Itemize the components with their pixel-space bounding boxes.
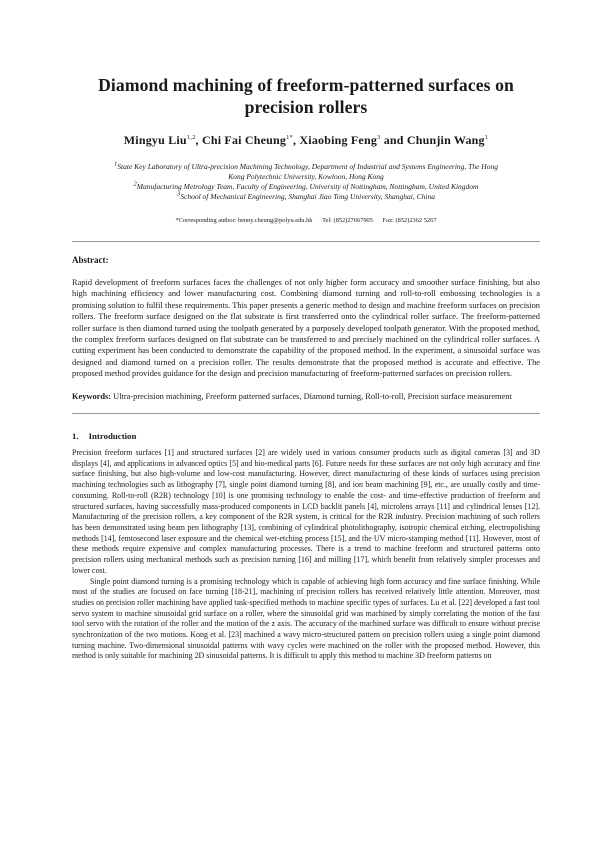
keywords-line (72, 391, 540, 402)
author-name: Chunjin Wang (406, 133, 485, 147)
affiliation-text: Kong Polytechnic University, Kowloon, Hong Kong (228, 172, 384, 181)
affiliation-marker: 2 (133, 180, 137, 188)
affiliation-text: Manufacturing Metrology Team, Faculty of Engineering, University of Nottingham, Nottingham, United Kingdom (136, 182, 479, 191)
abstract-heading: Abstract: (72, 255, 109, 265)
affiliation-list (72, 162, 540, 202)
intro-paragraph-1: Precision freeform surfaces [1] and structured surfaces [2] are widely used in various consumer products such as digital cameras [3] and 3D displays [4], and applications in advanced optics [5] and bio-medical parts [6]. Future needs for these surfaces are not only high accuracy and fine surface finishing, but also high-volume and low-cost manufacturing. However, direct manufacturing of these kinds of surfaces using precision machining technologies such as lithography [7], single point diamond turning [8], and ion beam machining [9], etc., are usually costly and time-consuming. Roll-to-roll (R2R) technology [10] is one promising technology to enable the cost- and time-effective production of freeform and structured surfaces, having successfully mass-produced components in LCD backlit panels [4], microlens arrays [11] and cylindrical lenses [12]. Manufacturing of the precision rollers, a key component of the R2R system, is critical for the R2R industry. Precision machining of such rollers has been demonstrated using beam pen lithography [13], combining of cylindrical photolithography, isotropic chemical etching, electropolishing methods [14], femtosecond laser exposure and the chemical wet-etching process [15], and the UV micro-stamping method [11]. However, most of these methods require expensive and complex manufacturing processes. There is a trend to machine freeform and structured patterns onto precision rollers using mechanical methods such as precision turning [16] and milling [17], which benefit from relatively simpler processes and lower cost. (72, 448, 540, 575)
author-list: Mingyu Liu$^{1,2}$, Chi Fai Cheung$^{1*}$, Xiaobing Feng$^3$ and Chunjin Wang$^1$ (123, 133, 489, 147)
section-title: Introduction (88, 431, 137, 442)
paper-title (72, 74, 540, 118)
contact-fax: Fax: (852)2362 5267 (382, 217, 437, 224)
keywords-label: Keywords: (72, 391, 112, 401)
abstract-divider (72, 413, 540, 414)
author-affiliation-marker: 1* (286, 134, 294, 141)
author-affiliation-marker: 1 (484, 134, 489, 141)
paper-title-line-1: Diamond machining of freeform-patterned surfaces on (98, 75, 514, 95)
author-affiliation-marker: 3 (377, 134, 381, 141)
intro-paragraph-2: Single point diamond turning is a promising technology which is capable of achieving high form accuracy and fine surface finishing. While most of the studies are focused on face turning [18-21], machining of precision rollers has received relatively little attention. Moreover, most studies on precision roller machining have applied task-specified methods to machine specific types of surfaces. Lu et al. [22] developed a fast tool servo system to machine sinusoidal grid surface on a roller, where the sinusoidal grid was machined by simply correlating the motion of the fast tool servo with the rotation of the roller and the motion of the z axis. The accuracy of the machined surface was difficult to ensure without precise synchronization of the two motions. Kong et al. [23] machined a wavy micro-structured pattern on precision rollers using a single point diamond turning machine. Two-dimensional sinusoidal patterns with wavy cycles were machined on the roller with the proposed method. However, this method is only suitable for machining 2D sinusoidal patterns. It is difficult to apply this method to machine 3D freeform patterns on (72, 576, 540, 661)
affiliation-text: School of Mechanical Engineering, Shanghai Jiao Tong University, Shanghai, China (180, 192, 435, 201)
introduction-heading (72, 430, 540, 442)
keywords-text: Ultra-precision machining, Freeform patterned surfaces, Diamond turning, Roll-to-roll, Precision surface measurement (113, 391, 512, 401)
paper-title-line-2: precision rollers (244, 97, 368, 117)
affiliation-2 (72, 182, 540, 192)
author-name: Mingyu Liu (123, 133, 187, 147)
corresponding-author-email: *Corresponding author: benny.cheung@polyu.edu.hk (175, 217, 313, 224)
affiliation-3 (72, 192, 540, 202)
paper-page (0, 74, 612, 866)
affiliation-marker: 3 (177, 190, 181, 198)
author-name: Xiaobing Feng (299, 133, 378, 147)
author-name: Chi Fai Cheung (201, 133, 287, 147)
section-number: 1. (72, 431, 79, 442)
affiliation-text: State Key Laboratory of Ultra-precision Machining Technology, Department of Industrial and Systems Engineering, The Hong (117, 162, 498, 171)
header-divider (72, 241, 540, 242)
affiliation-marker: 1 (114, 160, 118, 168)
contact-line (72, 216, 540, 225)
contact-telephone: Tel: (852)27667905 (322, 217, 373, 224)
affiliation-1 (72, 162, 540, 182)
abstract-text: Rapid development of freeform surfaces faces the challenges of not only higher form accuracy and smoother surface finishing, but also high machining efficiency and lower manufacturing cost. Combining diamond turning and roll-to-roll embossing technologies is a promising solution to fulfil these requirements. This paper presents a generic method to design and machine freeform surfaces on precision rollers. The freeform surface designed on the flat substrate is first transferred onto the cylindrical roller surface. The freeform-patterned roller surface is then diamond turned using the toolpath generated by a purposely developed toolpath generator. With the proposed method, the complex freeform surfaces designed on flat substrate can be transferred to and precisely machined on the cylindrical roller surfaces. A cutting experiment has been conducted to demonstrate the capability of the proposed method. In the experiment, a sinusoidal surface was designed and diamond turned on a precision roller. The results demonstrate that the proposed method is accurate and effective. The proposed method provides guidance for the design and precision manufacturing of freeform-patterned surfaces on precision rollers. (72, 278, 540, 379)
author-affiliation-marker: 1,2 (186, 134, 196, 141)
